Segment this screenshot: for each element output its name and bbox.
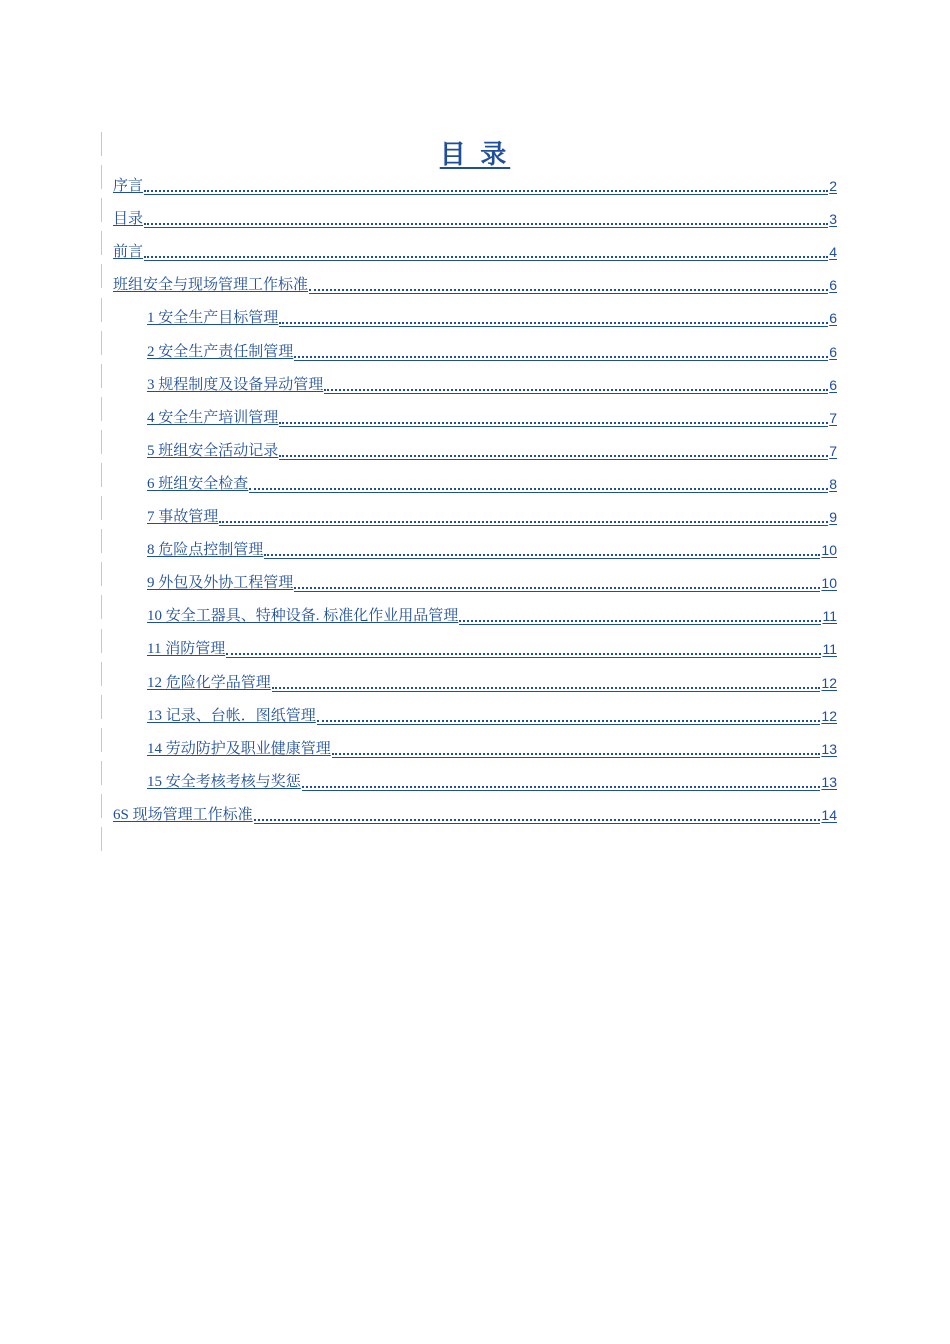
toc-entry-label[interactable]: 2 安全生产责任制管理	[147, 343, 294, 360]
toc-entry[interactable]	[113, 365, 837, 398]
toc-entry-label[interactable]: 5 班组安全活动记录	[147, 442, 279, 459]
toc-entry[interactable]	[113, 298, 837, 331]
margin-mark	[101, 397, 102, 421]
margin-mark	[101, 629, 102, 653]
toc-entry-page-number[interactable]: 11	[822, 608, 837, 625]
toc-entry[interactable]	[113, 331, 837, 364]
toc-entry-page-number[interactable]: 10	[821, 542, 837, 559]
toc-dot-leader	[302, 786, 821, 788]
toc-entry-label[interactable]: 10 安全工器具、特种设备. 标准化作业用品管理	[147, 608, 459, 625]
toc-entry-page-number[interactable]: 4	[829, 244, 837, 261]
toc-entry[interactable]	[113, 199, 837, 232]
toc-entry[interactable]	[113, 662, 837, 695]
toc-dot-leader	[272, 687, 821, 689]
toc-entry-label[interactable]: 6 班组安全检查	[147, 475, 249, 492]
table-of-contents	[113, 166, 837, 828]
toc-dot-leader	[279, 322, 828, 324]
toc-dot-leader	[226, 653, 821, 655]
margin-mark	[101, 761, 102, 785]
margin-mark	[101, 231, 102, 255]
margin-mark	[101, 298, 102, 322]
toc-dot-leader	[264, 554, 820, 556]
toc-entry[interactable]	[113, 596, 837, 629]
toc-entry[interactable]	[113, 398, 837, 431]
toc-entry[interactable]	[113, 729, 837, 762]
toc-entry[interactable]	[113, 232, 837, 265]
margin-mark	[101, 430, 102, 454]
margin-mark	[101, 695, 102, 719]
toc-entry-label[interactable]: 前言	[113, 244, 144, 261]
toc-entry[interactable]	[113, 464, 837, 497]
toc-entry-page-number[interactable]: 8	[829, 475, 837, 492]
toc-entry-page-number[interactable]: 11	[822, 641, 837, 658]
toc-entry[interactable]	[113, 696, 837, 729]
toc-entry-page-number[interactable]: 12	[821, 674, 837, 691]
margin-mark	[101, 595, 102, 619]
toc-dot-leader	[279, 455, 828, 457]
toc-entry-page-number[interactable]: 12	[821, 707, 837, 724]
toc-entry-page-number[interactable]: 6	[829, 277, 837, 294]
toc-entry-page-number[interactable]: 6	[829, 310, 837, 327]
margin-mark	[101, 331, 102, 355]
toc-entry[interactable]	[113, 762, 837, 795]
toc-entry-label[interactable]: 12 危险化学品管理	[147, 674, 271, 691]
toc-entry[interactable]	[113, 795, 837, 828]
toc-entry-page-number[interactable]: 6	[829, 376, 837, 393]
toc-entry[interactable]	[113, 530, 837, 563]
toc-entry-page-number[interactable]: 3	[829, 211, 837, 228]
toc-entry-label[interactable]: 13 记录、台帐．图纸管理	[147, 707, 316, 724]
toc-entry-label[interactable]: 6S 现场管理工作标准	[113, 806, 253, 823]
toc-dot-leader	[324, 389, 828, 391]
toc-entry[interactable]	[113, 563, 837, 596]
toc-entry-page-number[interactable]: 7	[829, 409, 837, 426]
margin-mark	[101, 364, 102, 388]
toc-entry-page-number[interactable]: 13	[821, 740, 837, 757]
margin-mark	[101, 728, 102, 752]
toc-dot-leader	[317, 720, 821, 722]
toc-entry-label[interactable]: 3 规程制度及设备异动管理	[147, 376, 324, 393]
toc-entry[interactable]	[113, 265, 837, 298]
toc-entry-label[interactable]: 14 劳动防护及职业健康管理	[147, 740, 331, 757]
toc-entry-page-number[interactable]: 9	[829, 509, 837, 526]
toc-entry-label[interactable]: 11 消防管理	[147, 641, 226, 658]
toc-dot-leader	[144, 223, 828, 225]
toc-entry-page-number[interactable]: 7	[829, 442, 837, 459]
toc-entry-page-number[interactable]: 13	[821, 773, 837, 790]
margin-mark	[101, 529, 102, 553]
toc-dot-leader	[249, 488, 828, 490]
toc-entry-label[interactable]: 7 事故管理	[147, 509, 219, 526]
toc-dot-leader	[459, 620, 821, 622]
toc-dot-leader	[309, 289, 828, 291]
toc-dot-leader	[144, 190, 828, 192]
toc-dot-leader	[144, 256, 828, 258]
toc-entry[interactable]	[113, 629, 837, 662]
toc-entry-label[interactable]: 8 危险点控制管理	[147, 542, 264, 559]
margin-mark	[101, 496, 102, 520]
toc-entry-page-number[interactable]: 2	[829, 178, 837, 195]
margin-mark	[101, 463, 102, 487]
toc-dot-leader	[219, 521, 828, 523]
toc-entry-page-number[interactable]: 14	[821, 806, 837, 823]
toc-entry-label[interactable]: 序言	[113, 178, 144, 195]
toc-dot-leader	[254, 819, 821, 821]
toc-dot-leader	[332, 753, 821, 755]
margin-mark	[101, 264, 102, 288]
margin-mark	[101, 662, 102, 686]
toc-dot-leader	[279, 422, 828, 424]
margin-mark	[101, 827, 102, 851]
toc-entry-page-number[interactable]: 10	[821, 575, 837, 592]
toc-entry-label[interactable]: 4 安全生产培训管理	[147, 409, 279, 426]
left-margin-marks	[101, 130, 102, 852]
toc-dot-leader	[294, 587, 820, 589]
margin-mark	[101, 562, 102, 586]
margin-mark	[101, 794, 102, 818]
margin-mark	[101, 198, 102, 222]
toc-entry-label[interactable]: 班组安全与现场管理工作标准	[113, 277, 309, 294]
toc-entry-label[interactable]: 9 外包及外协工程管理	[147, 575, 294, 592]
toc-entry-label[interactable]: 15 安全考核考核与奖惩	[147, 773, 301, 790]
toc-entry-page-number[interactable]: 6	[829, 343, 837, 360]
toc-entry-label[interactable]: 1 安全生产目标管理	[147, 310, 279, 327]
toc-entry-label[interactable]: 目录	[113, 211, 144, 228]
toc-dot-leader	[294, 356, 828, 358]
toc-entry[interactable]	[113, 166, 837, 199]
toc-title: 目 录	[439, 140, 511, 169]
toc-entry[interactable]	[113, 497, 837, 530]
toc-entry[interactable]	[113, 431, 837, 464]
